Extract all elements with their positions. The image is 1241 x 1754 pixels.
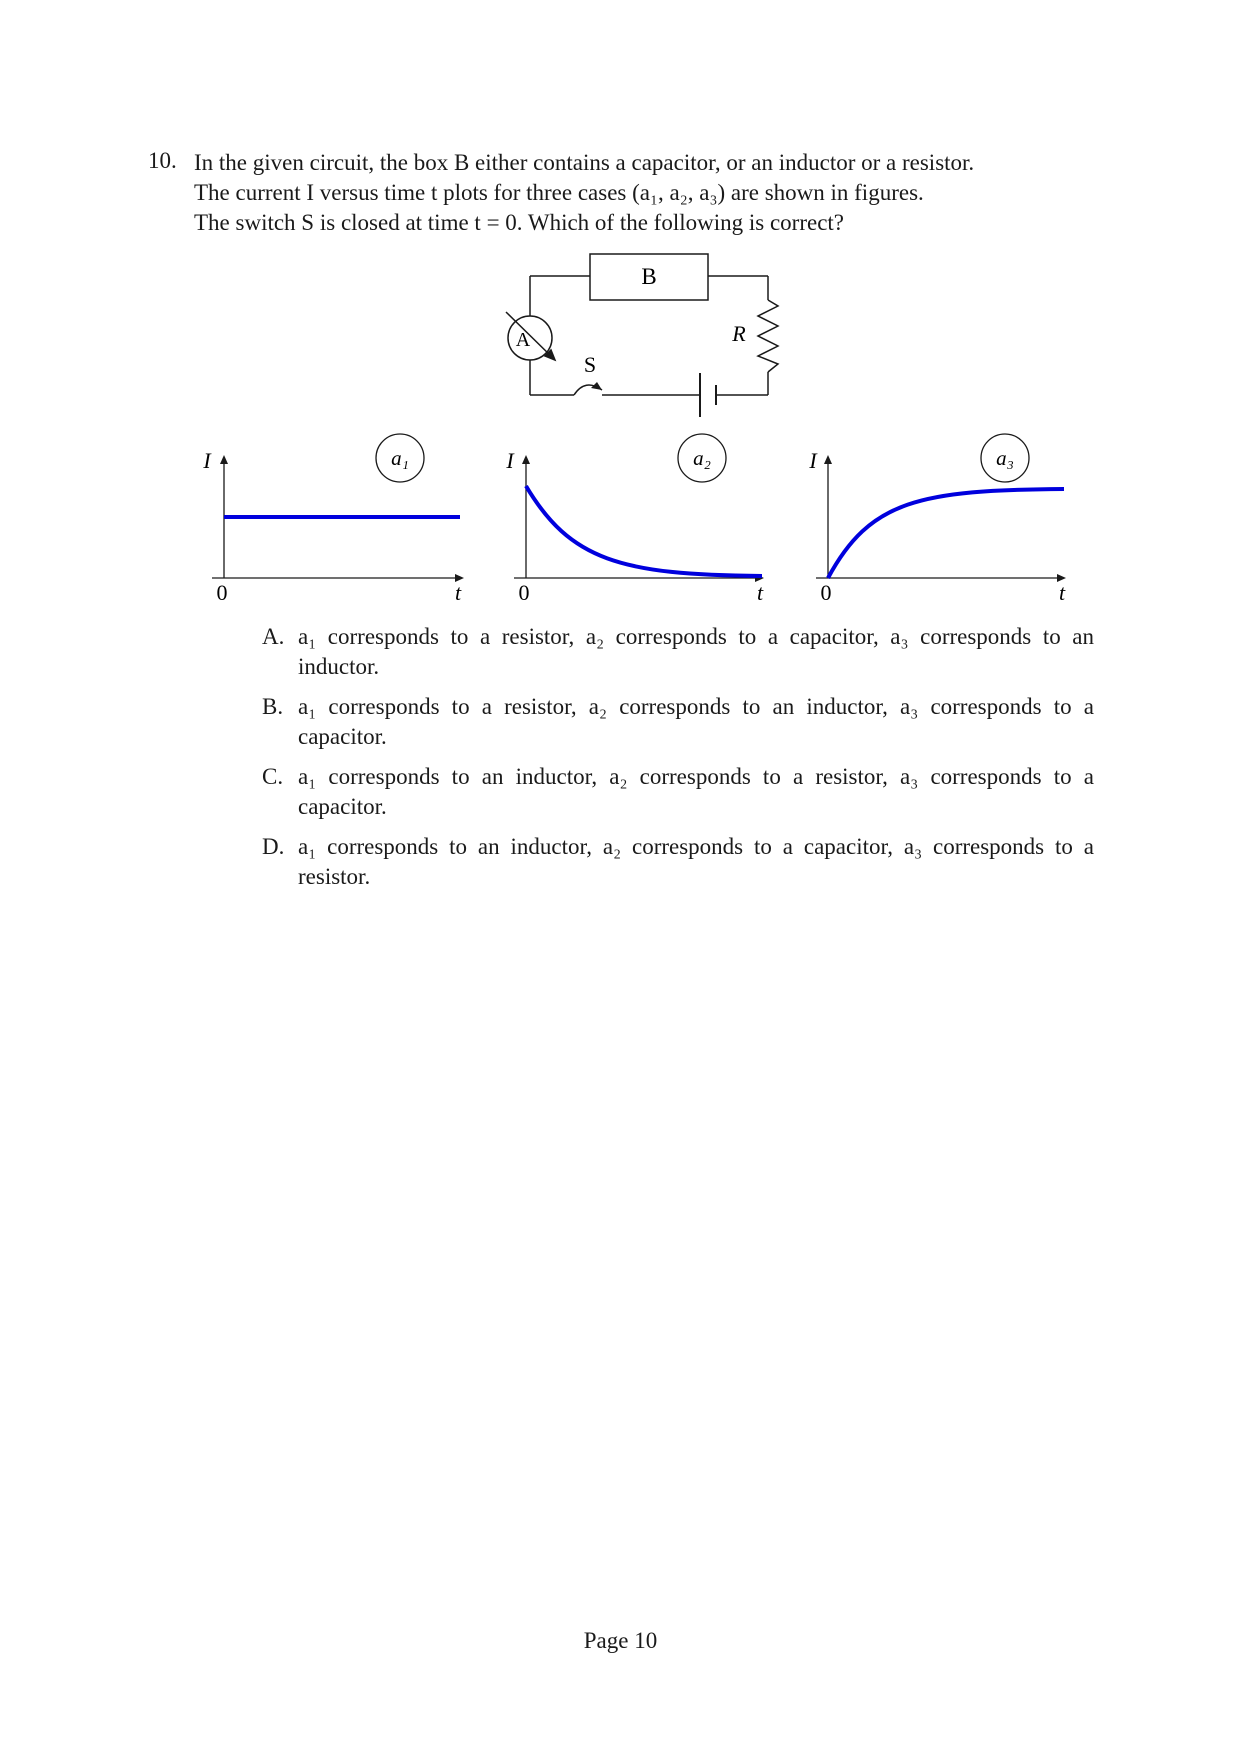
answer-options xyxy=(262,622,1094,902)
option-a-text: a₁ corresponds to a resistor, a₂ corresponds to a capacitor, a₃ corresponds to an inductor. xyxy=(298,624,1094,679)
plot-a2-tag: a₂ xyxy=(693,446,711,470)
plot-a2 xyxy=(505,434,764,605)
box-b-label: B xyxy=(641,264,657,289)
question-line: The switch S is closed at time t = 0. Which of the following is correct? xyxy=(194,210,845,235)
option-d[interactable] xyxy=(262,832,1094,892)
plot-a3-y-label: I xyxy=(809,448,817,473)
plot-a3 xyxy=(808,434,1066,605)
option-b[interactable] xyxy=(262,692,1094,752)
option-b-text: a₁ corresponds to a resistor, a₂ corresponds to an inductor, a₃ corresponds to a capacitor. xyxy=(298,694,1094,749)
plot-a2-x-label: t xyxy=(756,580,764,605)
question-number: 10. xyxy=(148,148,177,173)
option-c-label: C. xyxy=(262,764,284,789)
option-c-text: a₁ corresponds to an inductor, a₂ corresponds to a resistor, a₃ corresponds to a capacitor. xyxy=(298,764,1094,819)
plot-a1-x-label: t xyxy=(454,580,462,605)
plot-a1-tag: a₁ xyxy=(391,446,409,470)
option-a-label: A. xyxy=(262,624,285,649)
plot-a3-x-label: t xyxy=(1058,580,1066,605)
question-line: In the given circuit, the box B either contains a capacitor, or an inductor or a resistor. xyxy=(194,150,975,175)
plot-a1-origin-label: 0 xyxy=(216,580,228,605)
switch-label: S xyxy=(583,352,597,377)
resistor-label: R xyxy=(732,321,746,346)
question-text xyxy=(194,148,1094,238)
plot-a2-origin-label: 0 xyxy=(518,580,530,605)
plot-a3-curve xyxy=(828,489,1064,578)
plot-a3-origin-label: 0 xyxy=(820,580,832,605)
circuit-and-plots-figure xyxy=(0,240,1241,610)
plot-a1-y-label: I xyxy=(203,448,211,473)
resistor xyxy=(758,300,778,372)
question-line: The current I versus time t plots for three cases (a₁, a₂, a₃) are shown in figures. xyxy=(194,180,924,205)
option-c[interactable] xyxy=(262,762,1094,822)
plot-a2-y-label: I xyxy=(506,448,514,473)
option-d-text: a₁ corresponds to an inductor, a₂ corresponds to a capacitor, a₃ corresponds to a resistor. xyxy=(298,834,1094,889)
option-b-label: B. xyxy=(262,694,284,719)
plot-a1 xyxy=(202,434,464,605)
plot-a2-curve xyxy=(526,486,762,576)
page-footer: Page 10 xyxy=(583,1628,658,1653)
option-d-label: D. xyxy=(262,834,285,859)
meter-label: A xyxy=(515,329,531,351)
plot-a3-tag: a₃ xyxy=(996,446,1014,470)
option-a[interactable] xyxy=(262,622,1094,682)
